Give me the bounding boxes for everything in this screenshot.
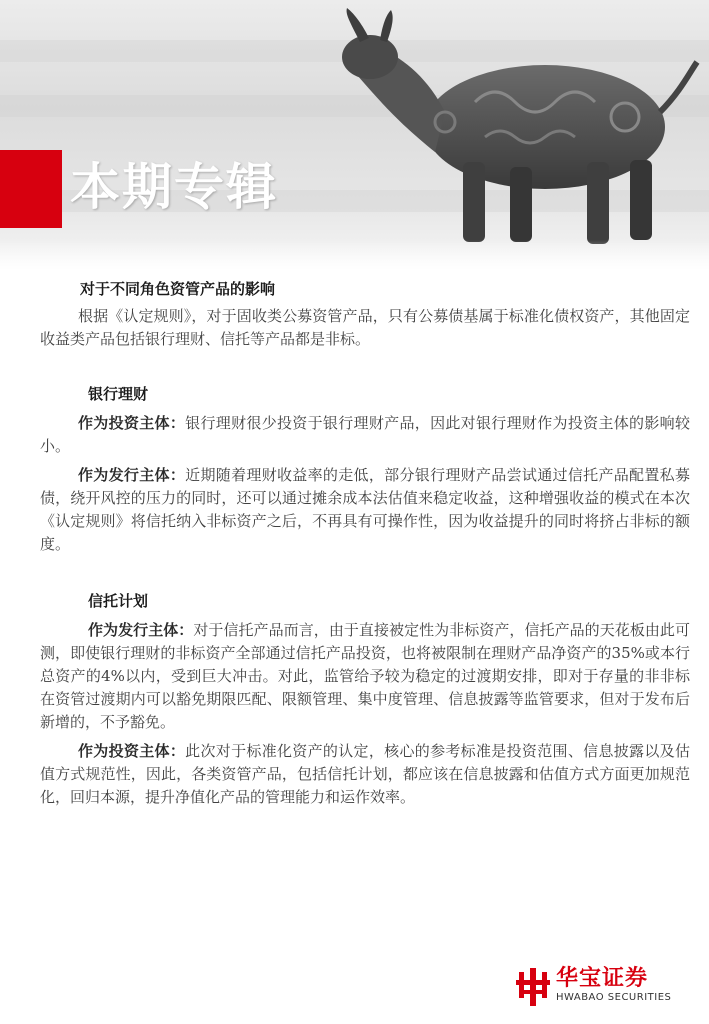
logo-chinese-name: 华宝证券	[556, 966, 649, 991]
hwabao-logo-mark-icon	[516, 966, 550, 1006]
trust-investor-paragraph	[40, 740, 690, 809]
paragraph-text: 近期随着理财收益率的走低，部分银行理财产品尝试通过信托产品配置私募债，绕开风控的压力的同时，还可以通过摊余成本法估值来稳定收益，这种增强收益的模式在本次《认定规则》将信托纳入非标资产之后，不再具有可操作性，因为收益提升的同时将挤占非标的额度。	[40, 466, 690, 553]
banner-title: 本期专辑	[70, 158, 278, 216]
lead-label: 作为投资主体：	[78, 742, 186, 760]
company-logo	[516, 966, 691, 1008]
article-heading: 对于不同角色资管产品的影响	[80, 280, 276, 298]
bronze-bull-image	[325, 2, 709, 254]
header-banner	[0, 0, 709, 270]
section-title-bank: 银行理财	[88, 385, 149, 403]
trust-issuer-paragraph	[40, 619, 690, 734]
paragraph-text: 银行理财很少投资于银行理财产品，因此对银行理财作为投资主体的影响较小。	[40, 414, 690, 455]
logo-english-name: HWABAO SECURITIES	[556, 992, 672, 1003]
paragraph-text: 此次对于标准化资产的认定，核心的参考标准是投资范围、信息披露以及估值方式规范性，因此，各类资管产品，包括信托计划，都应该在信息披露和估值方式方面更加规范化，回归本源，提升净值化产品的管理能力和运作效率。	[40, 742, 690, 806]
lead-label: 作为投资主体：	[78, 414, 186, 432]
bank-issuer-paragraph	[40, 464, 690, 556]
lead-label: 作为发行主体：	[88, 621, 194, 639]
lead-label: 作为发行主体：	[78, 466, 186, 484]
paragraph-text: 对于信托产品而言，由于直接被定性为非标资产，信托产品的天花板由此可测，即使银行理财的非标资产全部通过信托产品投资，也将被限制在理财产品净资产的35%或本行总资产的4%以内，受到巨大冲击。对此，监管给予较为稳定的过渡期安排，即对于存量的非非标在资管过渡期内可以豁免期限匹配、限额管理、集中度管理、信息披露等监管要求，但对于发布后新增的，不予豁免。	[40, 621, 690, 731]
red-accent-block	[0, 150, 62, 228]
bank-investor-paragraph	[40, 412, 690, 458]
article-body	[40, 278, 690, 815]
section-title-trust: 信托计划	[88, 592, 149, 610]
intro-paragraph: 根据《认定规则》，对于固收类公募资管产品，只有公募债基属于标准化债权资产，其他固定收益类产品包括银行理财、信托等产品都是非标。	[40, 307, 690, 348]
banner-fade	[0, 240, 709, 270]
